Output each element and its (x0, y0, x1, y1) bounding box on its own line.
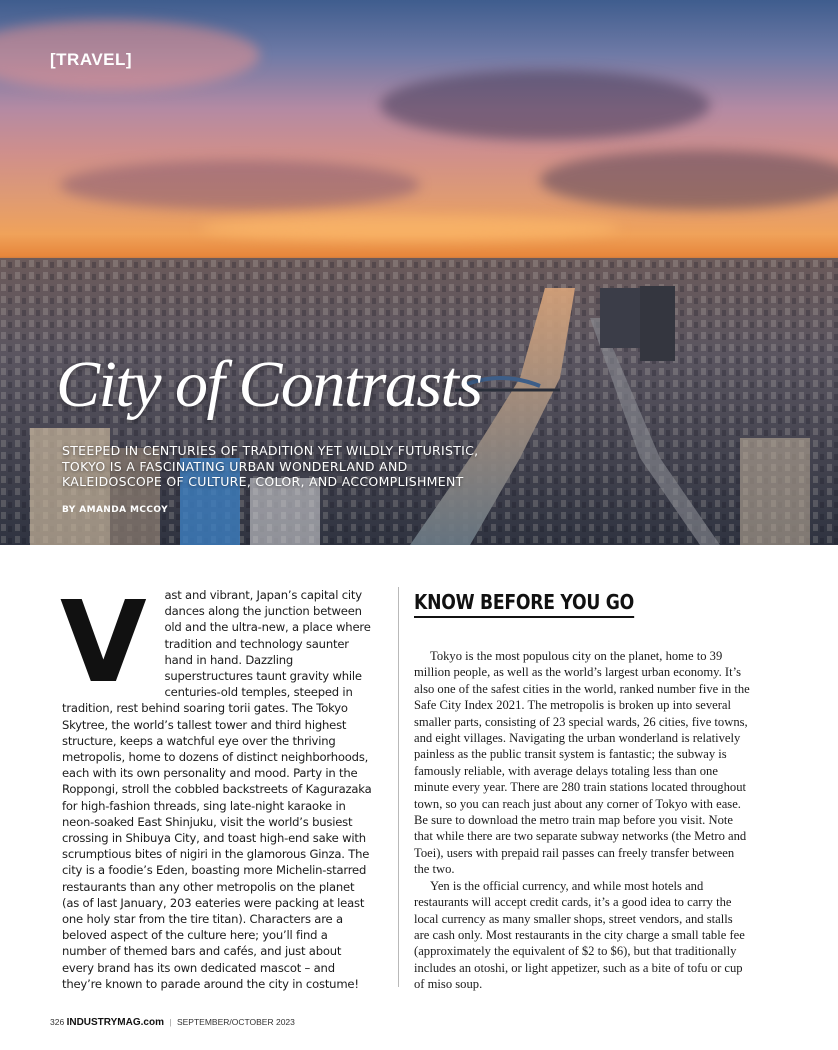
sidebar-title: KNOW BEFORE YOU GO (414, 590, 634, 618)
column-divider (398, 587, 399, 987)
article-title: City of Contrasts (56, 348, 482, 421)
issue-date: SEPTEMBER/OCTOBER 2023 (176, 1017, 295, 1027)
section-tag: [TRAVEL] (50, 50, 133, 69)
page-number: 326 (50, 1017, 65, 1027)
drop-cap: V (60, 578, 147, 708)
sidebar-body (414, 648, 750, 993)
sidebar-paragraph: Tokyo is the most populous city on the planet, home to 39 million people, as well as the world’s largest urban economy. It’s also one of the safest cities in the world, ranked number five in the Safe City Index 2021. The metropolis is broken up into several smaller parts, consisting of 23 special wards, 26 cities, five towns, and eight villages. Navigating the urban wonderland is relatively painless as the public transit system is fantastic; the subway is famously reliable, with average delays totaling less than one minute every year. There are 280 train stations located throughout town, so you can reach just about any corner of Tokyo with ease. Be sure to download the metro train map before you visit. Note that while there are two separate subway networks (the Metro and Toei), users with prepaid rail passes can freely transfer between the two. (414, 649, 750, 877)
article-dek: STEEPED IN CENTURIES OF TRADITION YET WILDLY FUTURISTIC, TOKYO IS A FASCINATING URBAN WONDERLAND AND KALEIDOSCOPE OF CULTURE, COLOR, AND ACCOMPLISHMENT (62, 443, 479, 489)
article-body-text: ast and vibrant, Japan’s capital city dances along the junction between old and the ultra-new, a place where tradition and technology saunter hand in hand. Dazzling superstructures taunt gravity while centuries-old temples, steeped in tradition, rest behind soaring torii gates. The Tokyo Skytree, the world’s tallest tower and third highest structure, keeps a watchful eye over the thriving metropolis, home to dozens of distinct neighborhoods, each with its own personality and mood. Party in the Roppongi, stroll the cobbled backstreets of Kagurazaka for high-fashion threads, sing late-night karaoke in neon-soaked East Shinjuku, visit the world’s busiest crossing in Shibuya City, and toast high-end sake with scrumptious bites of nigiri in the glamorous Ginza. The city is a foodie’s Eden, boasting more Michelin-starred restaurants than any other metropolis on the planet (as of last January, 203 eateries were packing at least one holy star from the tire titan). Characters are a beloved aspect of the culture here; you’ll find a number of themed bars and cafés, and just about every brand has its own dedicated mascot – and they’re known to parade around the city in costume! (62, 588, 372, 991)
sidebar (414, 590, 750, 993)
sidebar-paragraph: Yen is the official currency, and while most hotels and restaurants will accept credit cards, it’s a good idea to carry the local currency as many smaller shops, street vendors, and stalls are cash only. Most restaurants in the city charge a small table fee (approximately the equivalent of $2 to $6), but that traditionally includes an otoshi, or light appetizer, such as a bite of tofu or cup of miso soup. (414, 878, 745, 992)
article-body (60, 578, 374, 992)
page-footer (50, 1017, 295, 1028)
magazine-name: INDUSTRYMAG.com (66, 1017, 164, 1028)
byline: BY AMANDA MCCOY (62, 505, 169, 515)
footer-separator: | (169, 1017, 172, 1027)
